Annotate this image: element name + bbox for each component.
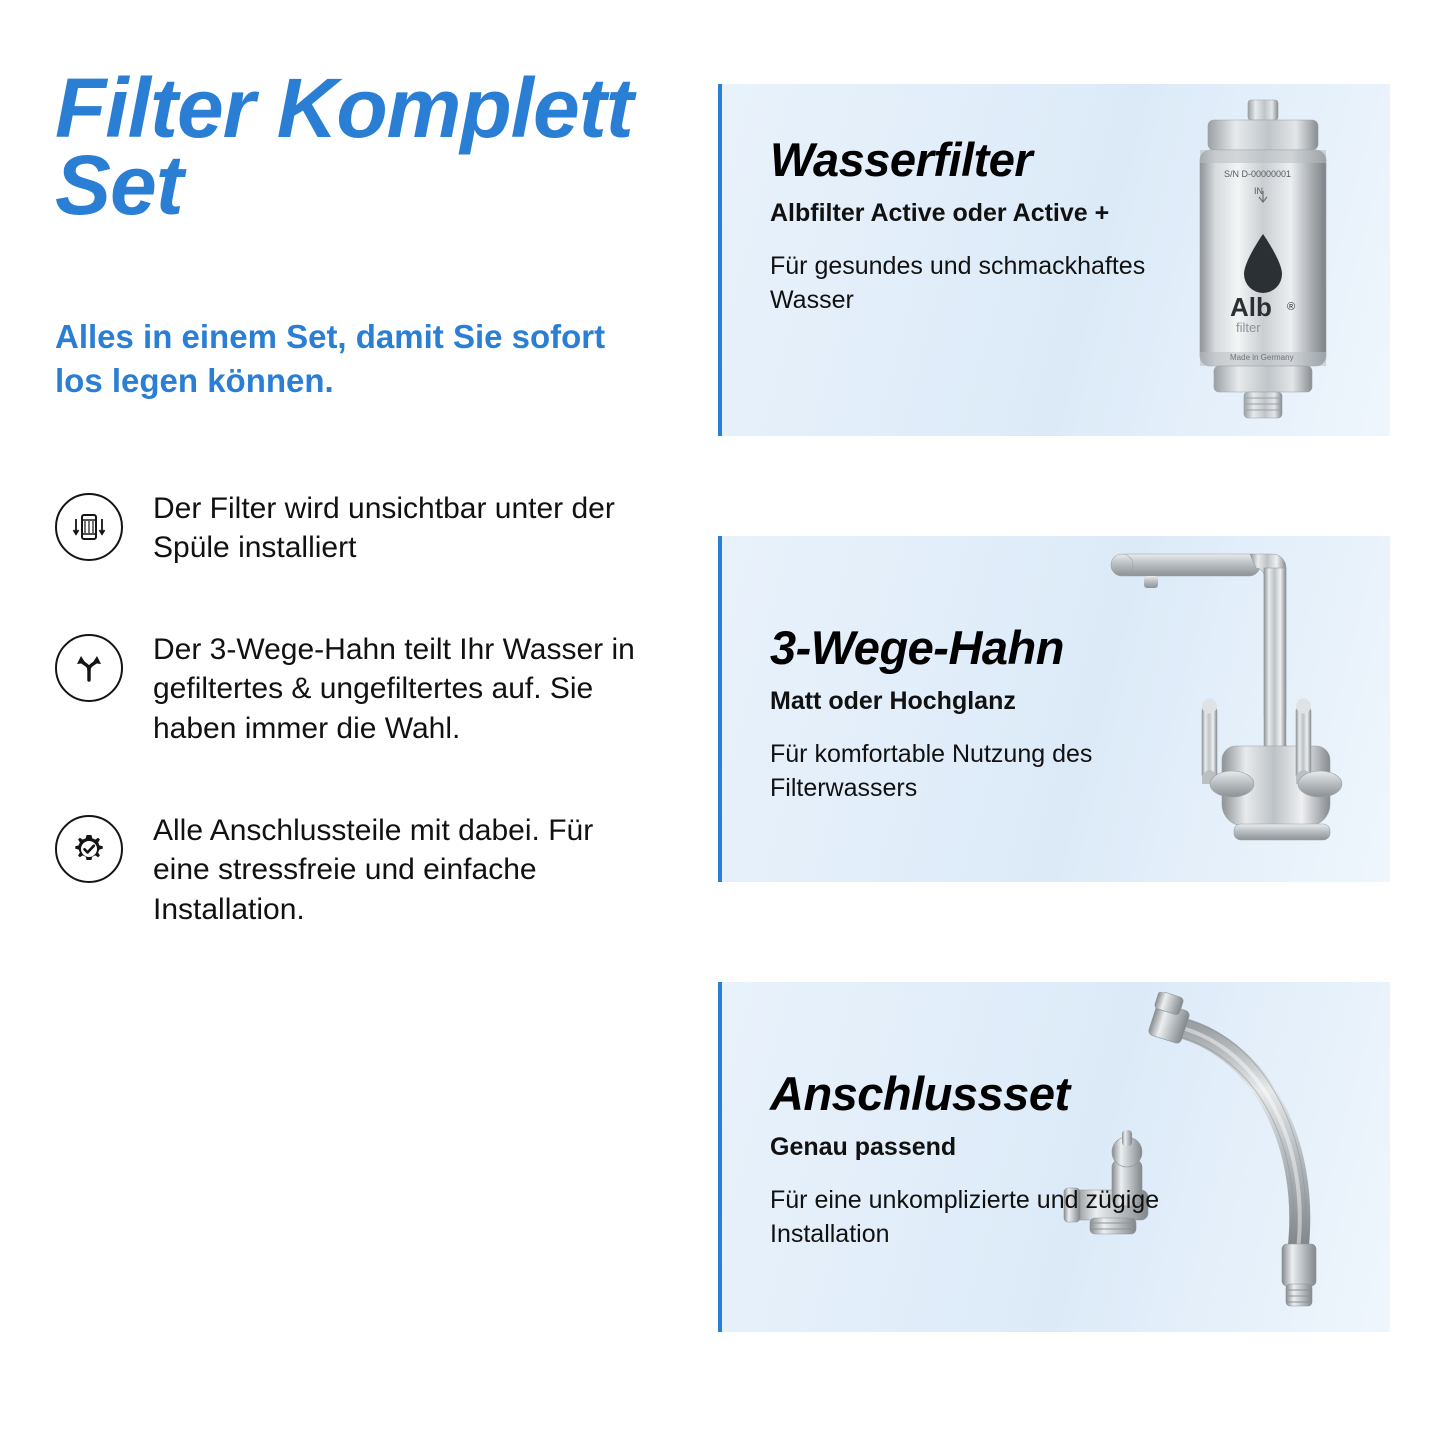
card-title: Anschlussset [770, 1067, 1070, 1120]
list-item-label: Alle Anschlussteile mit dabei. Für eine stressfreie und einfache Installation. [153, 813, 594, 926]
benefit-list [55, 489, 675, 930]
flow-split-arrows-icon [55, 634, 123, 702]
svg-text:S/N D-00000001: S/N D-00000001 [1224, 169, 1292, 179]
card-text-block [722, 982, 1200, 1251]
card-description: Für gesundes und schmackhaftes Wasser [770, 251, 1146, 314]
list-item [55, 489, 675, 568]
gear-check-icon [55, 815, 123, 883]
card-text-block [722, 84, 1200, 317]
list-item [55, 630, 675, 749]
page-subtitle: Alles in einem Set, damit Sie sofort los legen können. [55, 317, 606, 400]
card-subtitle: Genau passend [770, 1132, 957, 1161]
filter-cartridge-icon [55, 493, 123, 561]
page-title: Filter Komplett Set [55, 61, 633, 233]
svg-text:®: ® [1287, 301, 1296, 313]
card-subtitle: Albfilter Active oder Active + [770, 198, 1110, 227]
svg-text:IN: IN [1254, 186, 1263, 196]
list-item-label: Der 3-Wege-Hahn teilt Ihr Wasser in gefiltertes & ungefiltertes auf. Sie haben immer die Wahl. [153, 632, 635, 745]
svg-text:Made in Germany: Made in Germany [1230, 353, 1294, 362]
svg-text:filter: filter [1236, 320, 1261, 335]
card-title: Wasserfilter [770, 133, 1033, 186]
card-subtitle: Matt oder Hochglanz [770, 686, 1016, 715]
card-description: Für eine unkomplizierte und zügige Installation [770, 1185, 1160, 1248]
list-item [55, 811, 675, 930]
card-3-wege-hahn [718, 536, 1390, 882]
card-title: 3-Wege-Hahn [770, 621, 1064, 674]
card-anschlussset [718, 982, 1390, 1332]
left-column [55, 61, 675, 991]
card-text-block [722, 536, 1200, 805]
card-description: Für komfortable Nutzung des Filterwassers [770, 739, 1093, 802]
product-card-list [718, 84, 1390, 1332]
svg-text:Alb: Alb [1230, 292, 1272, 322]
list-item-label: Der Filter wird unsichtbar unter der Spüle installiert [153, 491, 615, 565]
card-wasserfilter [718, 84, 1390, 436]
